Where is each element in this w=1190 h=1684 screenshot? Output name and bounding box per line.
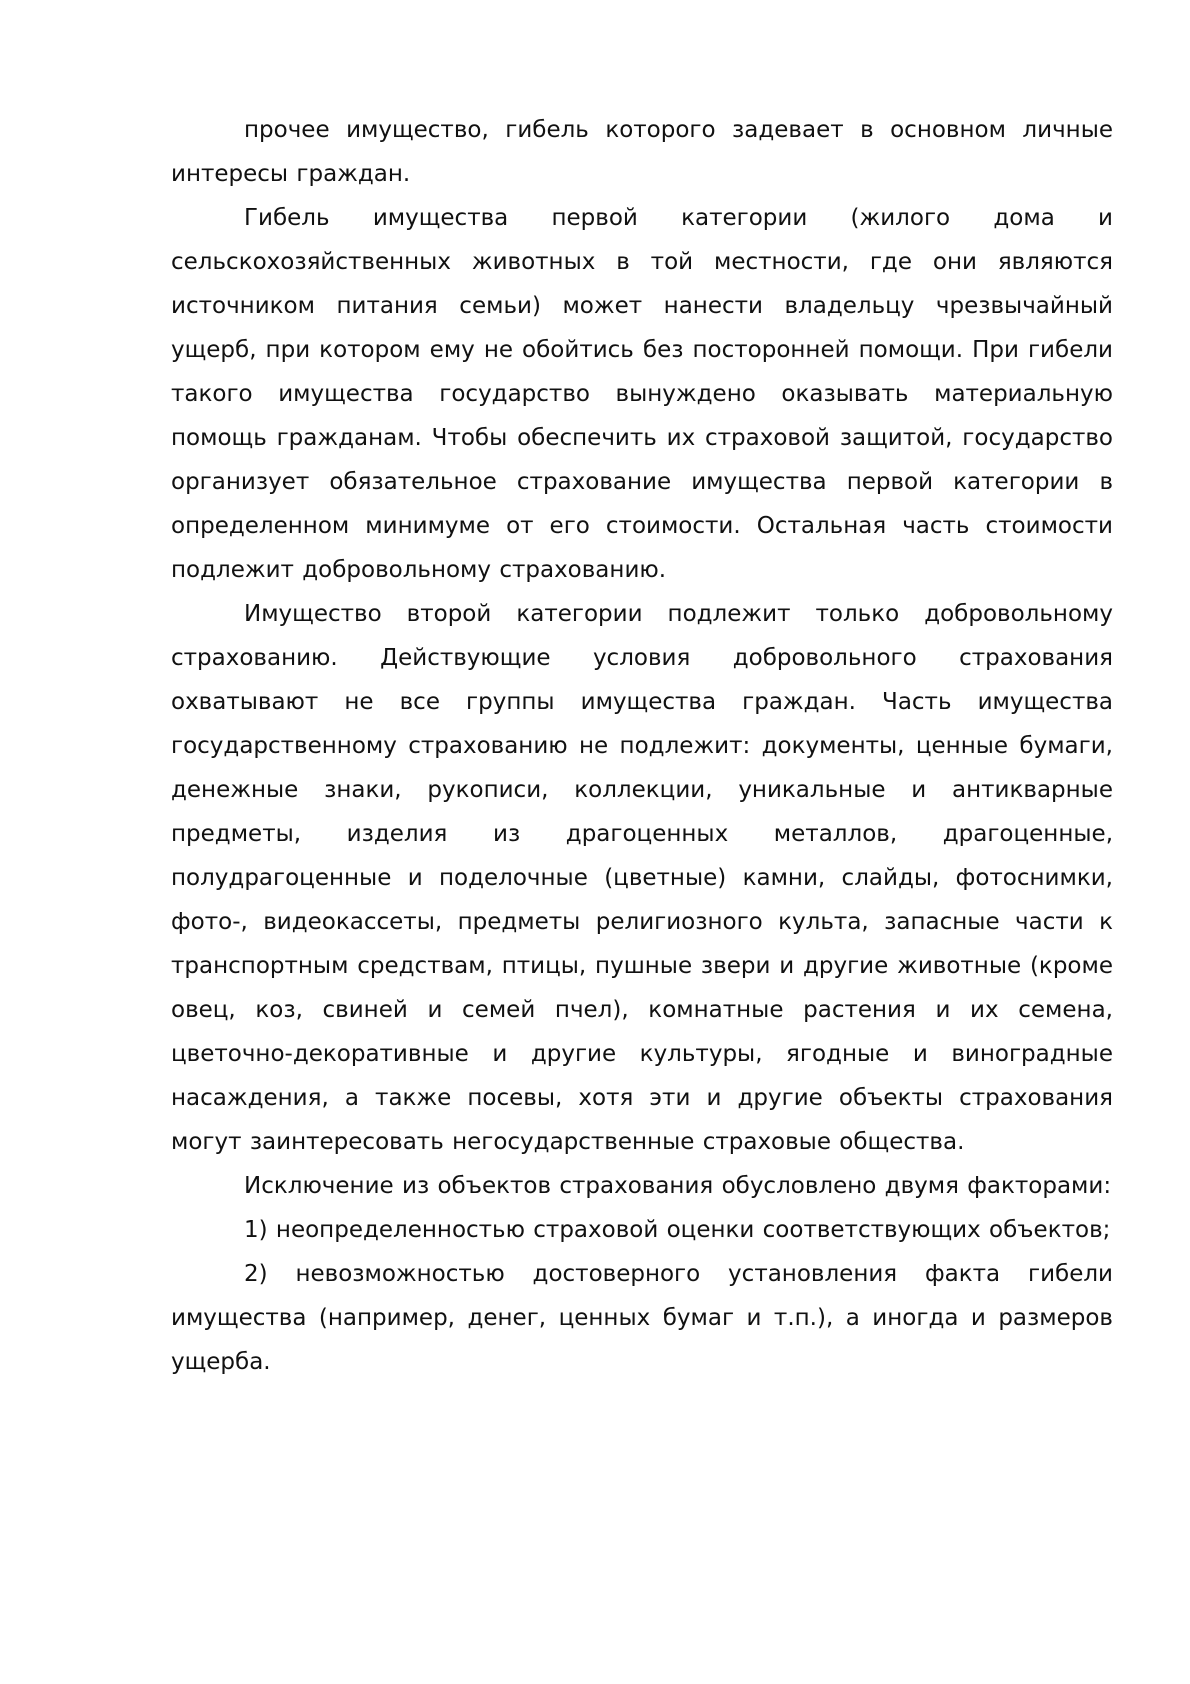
paragraph-first-category: Гибель имущества первой категории (жилого дома и сельскохозяйственных животных в той местности, где они являются источником питания семьи) может нанести владельцу чрезвычайный ущерб, при котором ему не обойтись без посторонней помощи. При гибели такого имущества государство вынуждено оказывать материальную помощь гражданам. Чтобы обеспечить их страховой защитой, государство организует обязательное страхование имущества первой категории в определенном минимуме от его стоимости. Остальная часть стоимости подлежит добровольному страхованию. xyxy=(171,205,1113,583)
paragraph-personal-property: прочее имущество, гибель которого задевает в основном личные интересы граждан. xyxy=(171,117,1113,187)
document-page xyxy=(171,108,1113,1384)
list-item-factor-1: 1) неопределенностью страховой оценки соответствующих объектов; xyxy=(244,1217,1111,1243)
paragraph-exclusion-factors: Исключение из объектов страхования обусловлено двумя факторами: xyxy=(244,1173,1112,1199)
paragraph-second-category: Имущество второй категории подлежит только добровольному страхованию. Действующие условия добровольного страхования охватывают не все группы имущества граждан. Часть имущества государственному страхованию не подлежит: документы, ценные бумаги, денежные знаки, рукописи, коллекции, уникальные и антикварные предметы, изделия из драгоценных металлов, драгоценные, полудрагоценные и поделочные (цветные) камни, слайды, фотоснимки, фото-, видеокассеты, предметы религиозного культа, запасные части к транспортным средствам, птицы, пушные звери и другие животные (кроме овец, коз, свиней и семей пчел), комнатные растения и их семена, цветочно-декоративные и другие культуры, ягодные и виноградные насаждения, а также посевы, хотя эти и другие объекты страхования могут заинтересовать негосударственные страховые общества. xyxy=(171,601,1113,1155)
list-item-factor-2: 2) невозможностью достоверного установления факта гибели имущества (например, денег, ценных бумаг и т.п.), а иногда и размеров ущерба. xyxy=(171,1261,1113,1375)
